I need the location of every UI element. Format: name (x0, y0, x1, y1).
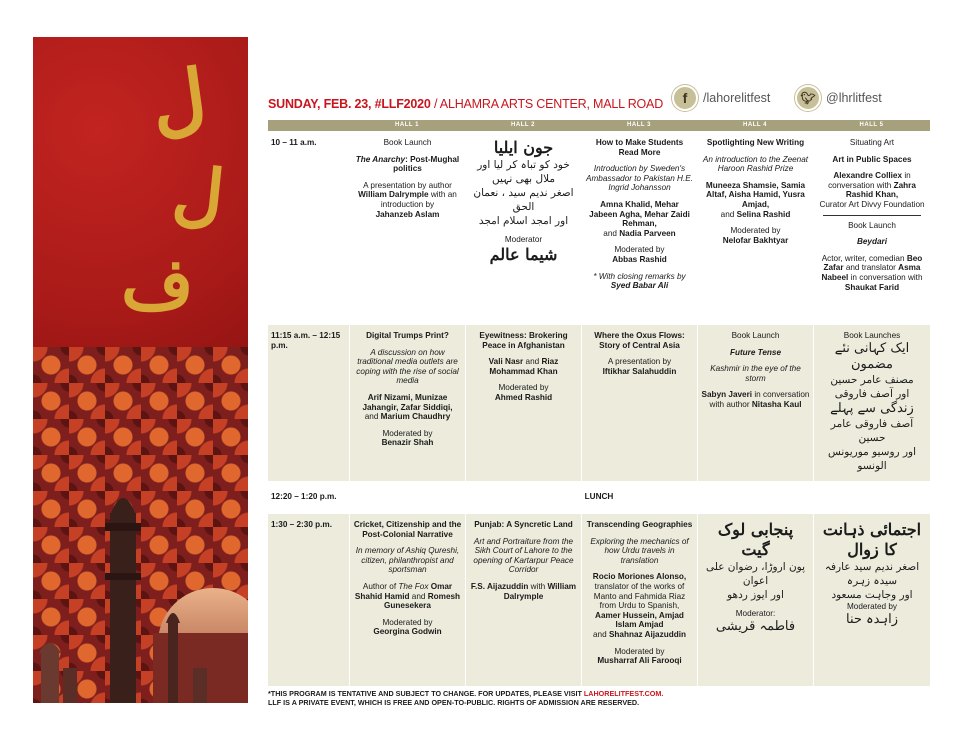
footer-disclaimer: *THIS PROGRAM IS TENTATIVE AND SUBJECT TO CHANGE. FOR UPDATES, PLEASE VISIT (268, 689, 582, 698)
decorative-art-panel (33, 37, 248, 703)
speaker-name: Beo Zafar (823, 253, 923, 273)
time-slot: 1:30 – 2:30 p.m. (271, 520, 332, 529)
event-venue: / ALHAMRA ARTS CENTER, MALL ROAD (430, 97, 664, 111)
urdu-speakers: اصغر ندیم سید عارفہ سیدہ زہرہ (824, 561, 920, 587)
session-title: Eyewitness: Brokering Peace in Afghanistan (479, 331, 568, 350)
conjunction: and (525, 357, 540, 367)
website-link[interactable]: LAHORELITFEST.COM. (583, 689, 664, 698)
speaker-role: translator of the works of Manto and Fahmida Riaz from Urdu to Spanish, (593, 581, 686, 611)
twitter-icon: 🐦︎ (795, 85, 821, 111)
session-cell (349, 514, 465, 686)
time-slot: 11:15 a.m. – 12:15 p.m. (271, 331, 341, 350)
session-title: Transcending Geographies (586, 520, 693, 529)
session-kicker: Situating Art (849, 138, 895, 147)
gold-calligraphy-1: ل (145, 51, 213, 148)
facebook-icon: f (672, 85, 698, 111)
conjunction: and (411, 591, 426, 601)
speaker-name: Sabyn Javeri (701, 390, 753, 400)
session-desc: A presentation by (607, 357, 672, 367)
book-title: Future Tense (729, 347, 782, 357)
speaker-name: Omar Shahid Hamid (354, 581, 453, 601)
session-kicker: Book Launch (383, 138, 432, 147)
session-desc: A discussion on how traditional media outlets are coping with the rise of social media (356, 347, 459, 386)
facebook-link[interactable] (672, 84, 770, 112)
urdu-book-title: ایک کہانی نئے مضمون (834, 340, 910, 372)
speaker-name: Nitasha Kaul (751, 399, 802, 409)
speaker-name: Selina Rashid (736, 209, 791, 219)
speaker-name: William Dalrymple (503, 581, 577, 601)
urdu-speakers: اور آصف فاروقی (834, 387, 910, 400)
conjunction: and (364, 412, 379, 422)
session-title: Spotlighting New Writing (706, 138, 805, 147)
session-kicker: Book Launch (731, 331, 780, 340)
schedule-row-3 (268, 514, 930, 686)
session-cell (697, 132, 813, 320)
moderator-name: Nelofar Bakhtyar (722, 235, 789, 245)
speaker-name: Romesh Gunesekera (384, 591, 461, 611)
speaker-name: Shaukat Farid (844, 282, 900, 292)
session-desc: Exploring the mechanics of how Urdu travels in translation (590, 536, 689, 565)
lunch-label: LUNCH (584, 491, 614, 501)
urdu-moderator: فاطمہ قریشی (715, 618, 796, 634)
urdu-speakers: اصغر ندیم سید ، نعمان الحق (473, 187, 574, 213)
gold-calligraphy-2: ل (168, 149, 229, 238)
session-kicker: Book Launch (848, 220, 896, 230)
conjunction: in conversation with (828, 171, 911, 190)
mosque-silhouette-icon (33, 483, 248, 703)
book-title: The Fox (398, 581, 429, 591)
hall-header-4: HALL 4 (743, 122, 767, 128)
session-cell (581, 325, 697, 481)
speaker-names: Aamer Hussein, Amjad Islam Amjad (595, 610, 684, 630)
moderator-name: Benazir Shah (381, 438, 434, 448)
moderator-label: Moderator: (735, 609, 776, 618)
session-desc: with an introduction by (380, 190, 457, 209)
session-title: How to Make Students Read More (595, 138, 684, 157)
conjunction: and (720, 209, 735, 219)
conjunction: in conversation with (850, 272, 923, 282)
hall-header-row (268, 120, 930, 131)
moderator-label: Moderated by (730, 226, 781, 236)
speaker-role: Curator Art Divvy Foundation (819, 199, 925, 209)
speaker-name: William Dalrymple (358, 190, 429, 200)
twitter-link[interactable] (795, 84, 882, 112)
session-title: : Post-Mughal politics (393, 154, 460, 174)
urdu-speakers: پون اروڑا، رضوان علی اعوان (705, 561, 806, 587)
speaker-name: Asma Nabeel (821, 263, 921, 282)
facebook-handle[interactable]: /lahorelitfest (703, 91, 771, 105)
session-cell (465, 514, 581, 686)
moderator-label: Moderator (504, 235, 543, 244)
speaker-name: Nadia Parveen (619, 228, 676, 238)
urdu-title: اجتمائی ذہانت کا زوال (822, 520, 922, 559)
divider (823, 215, 921, 216)
session-title: Cricket, Citizenship and the Post-Colonial Narrative (353, 520, 462, 539)
twitter-handle[interactable]: @lhrlitfest (826, 91, 882, 105)
session-cell (813, 325, 930, 481)
event-header (268, 97, 664, 117)
hall-header-5: HALL 5 (859, 122, 884, 128)
urdu-speakers: اور وجاہت مسعود (831, 589, 913, 601)
lunch-row (268, 484, 930, 508)
moderator-label: Moderated by (498, 383, 549, 393)
hall-header-1: HALL 1 (395, 122, 419, 128)
session-cell (349, 132, 465, 320)
speaker-name: Shahnaz Aijazuddin (608, 629, 686, 639)
hall-header-blank (268, 120, 349, 131)
author-label: Author of (362, 581, 397, 591)
speaker-names: Amna Khalid, Mehar Jabeen Agha, Mehar Zaidi Rehman, (589, 199, 690, 229)
speaker-name: Zahra Rashid Khan, (845, 180, 916, 200)
moderator-label: Moderated by (614, 646, 665, 656)
hall-header-2: HALL 2 (511, 122, 535, 128)
note-text: * With closing remarks by (593, 271, 686, 281)
speaker-names: Muneeza Shamsie, Samia Altaf, Aisha Hamid, Yusra Amjad, (705, 180, 806, 209)
moderator-label: Moderated by (614, 245, 665, 255)
time-slot: 10 – 11 a.m. (271, 138, 317, 147)
schedule-row-1 (268, 132, 930, 320)
speaker-name: Iftikhar Salahuddin (602, 366, 677, 376)
session-title: Where the Oxus Flows: Story of Central Asia (594, 331, 685, 350)
session-cell (697, 325, 813, 481)
moderator-label: Moderated by (382, 428, 433, 438)
event-date: SUNDAY, FEB. 23, #LLF2020 (268, 97, 431, 111)
session-title: Art in Public Spaces (832, 154, 912, 164)
conjunction: and translator (845, 263, 896, 273)
conjunction: with (530, 581, 546, 591)
session-desc: Kashmir in the eye of the storm (710, 364, 801, 383)
session-cell (813, 514, 930, 686)
footer-admission: LLF IS A PRIVATE EVENT, WHICH IS FREE AND OPEN-TO-PUBLIC. RIGHTS OF ADMISSION ARE RESERVED. (268, 698, 640, 707)
urdu-speakers: آصف فاروقی عامر حسین (830, 417, 914, 444)
time-slot: 12:20 – 1:20 p.m. (271, 491, 337, 501)
speaker-name: Alexandre Colliex (833, 171, 903, 181)
urdu-subtitle: خود کو تباہ کر لیا اور ملال بھی نہیں (477, 159, 570, 185)
speaker-name: Rocio Moriones Alonso, (592, 572, 687, 582)
session-cell (465, 132, 581, 320)
session-desc: Art and Portraiture from the Sikh Court of Lahore to the opening of Kartarpur Peace Corridor (473, 536, 574, 575)
speaker-name: Marium Chaudhry (380, 412, 451, 422)
conjunction: and (593, 629, 607, 639)
moderator-name: Georgina Godwin (373, 627, 442, 637)
urdu-speakers: اور ایوز ردھو (727, 589, 784, 601)
session-cell (581, 514, 697, 686)
speaker-name: Vali Nasr (488, 357, 524, 367)
speaker-name: Riaz Mohammad Khan (489, 357, 559, 376)
session-cell (465, 325, 581, 481)
speaker-name: Jahanzeb Aslam (375, 209, 440, 219)
hall-header-3: HALL 3 (627, 122, 651, 128)
book-title: The Anarchy (355, 154, 406, 164)
moderator-label: Moderated by (382, 617, 433, 627)
session-kicker: Book Launches (843, 331, 901, 340)
session-cell (813, 132, 930, 320)
session-cell (349, 325, 465, 481)
session-cell (581, 132, 697, 320)
speaker-names: Arif Nizami, Munizae Jahangir, Zafar Siddiqi, (362, 392, 453, 412)
session-desc: Introduction by Sweden's Ambassador to Pakistan H.E. Ingrid Johansson (586, 164, 693, 193)
urdu-book-title: زندگی سے پہلے (830, 400, 914, 416)
book-title: Beydari (856, 237, 888, 247)
moderator-name: Abbas Rashid (612, 254, 667, 264)
session-desc: A presentation by author (363, 180, 452, 190)
urdu-speakers: مصنف عامر حسین (830, 373, 914, 386)
footer-note (268, 689, 930, 707)
gold-calligraphy-3: ف (121, 242, 194, 325)
urdu-title: جون ایلیا (493, 138, 554, 157)
session-desc: In memory of Ashiq Qureshi, citizen, philanthropist and sportsman (355, 546, 460, 575)
moderator-name: Musharraf Ali Farooqi (597, 656, 682, 666)
conjunction: and (603, 228, 617, 238)
speaker-role: Actor, writer, comedian (821, 253, 905, 263)
conjunction: in conversation with author (709, 390, 810, 409)
moderator-name: Ahmed Rashid (494, 392, 553, 402)
moderator-label: Moderated by (846, 602, 898, 611)
urdu-title: پنجابی لوک گیت (717, 520, 794, 559)
session-title: Punjab: A Syncretic Land (474, 520, 573, 529)
session-title: Digital Trumps Print? (366, 331, 449, 340)
urdu-speakers: اور روسیو موریونس الونسو (827, 445, 917, 472)
urdu-moderator: زاہدہ حنا (846, 611, 898, 627)
session-cell (697, 514, 813, 686)
note-name: Syed Babar Ali (610, 281, 669, 291)
urdu-moderator: شیما عالم (489, 244, 558, 264)
session-desc: An introduction to the Zeenat Haroon Rashid Prize (702, 154, 809, 174)
urdu-speakers: اور امجد اسلام امجد (478, 215, 569, 227)
speaker-name: F.S. Aijazuddin (470, 581, 529, 591)
schedule-row-2 (268, 325, 930, 481)
